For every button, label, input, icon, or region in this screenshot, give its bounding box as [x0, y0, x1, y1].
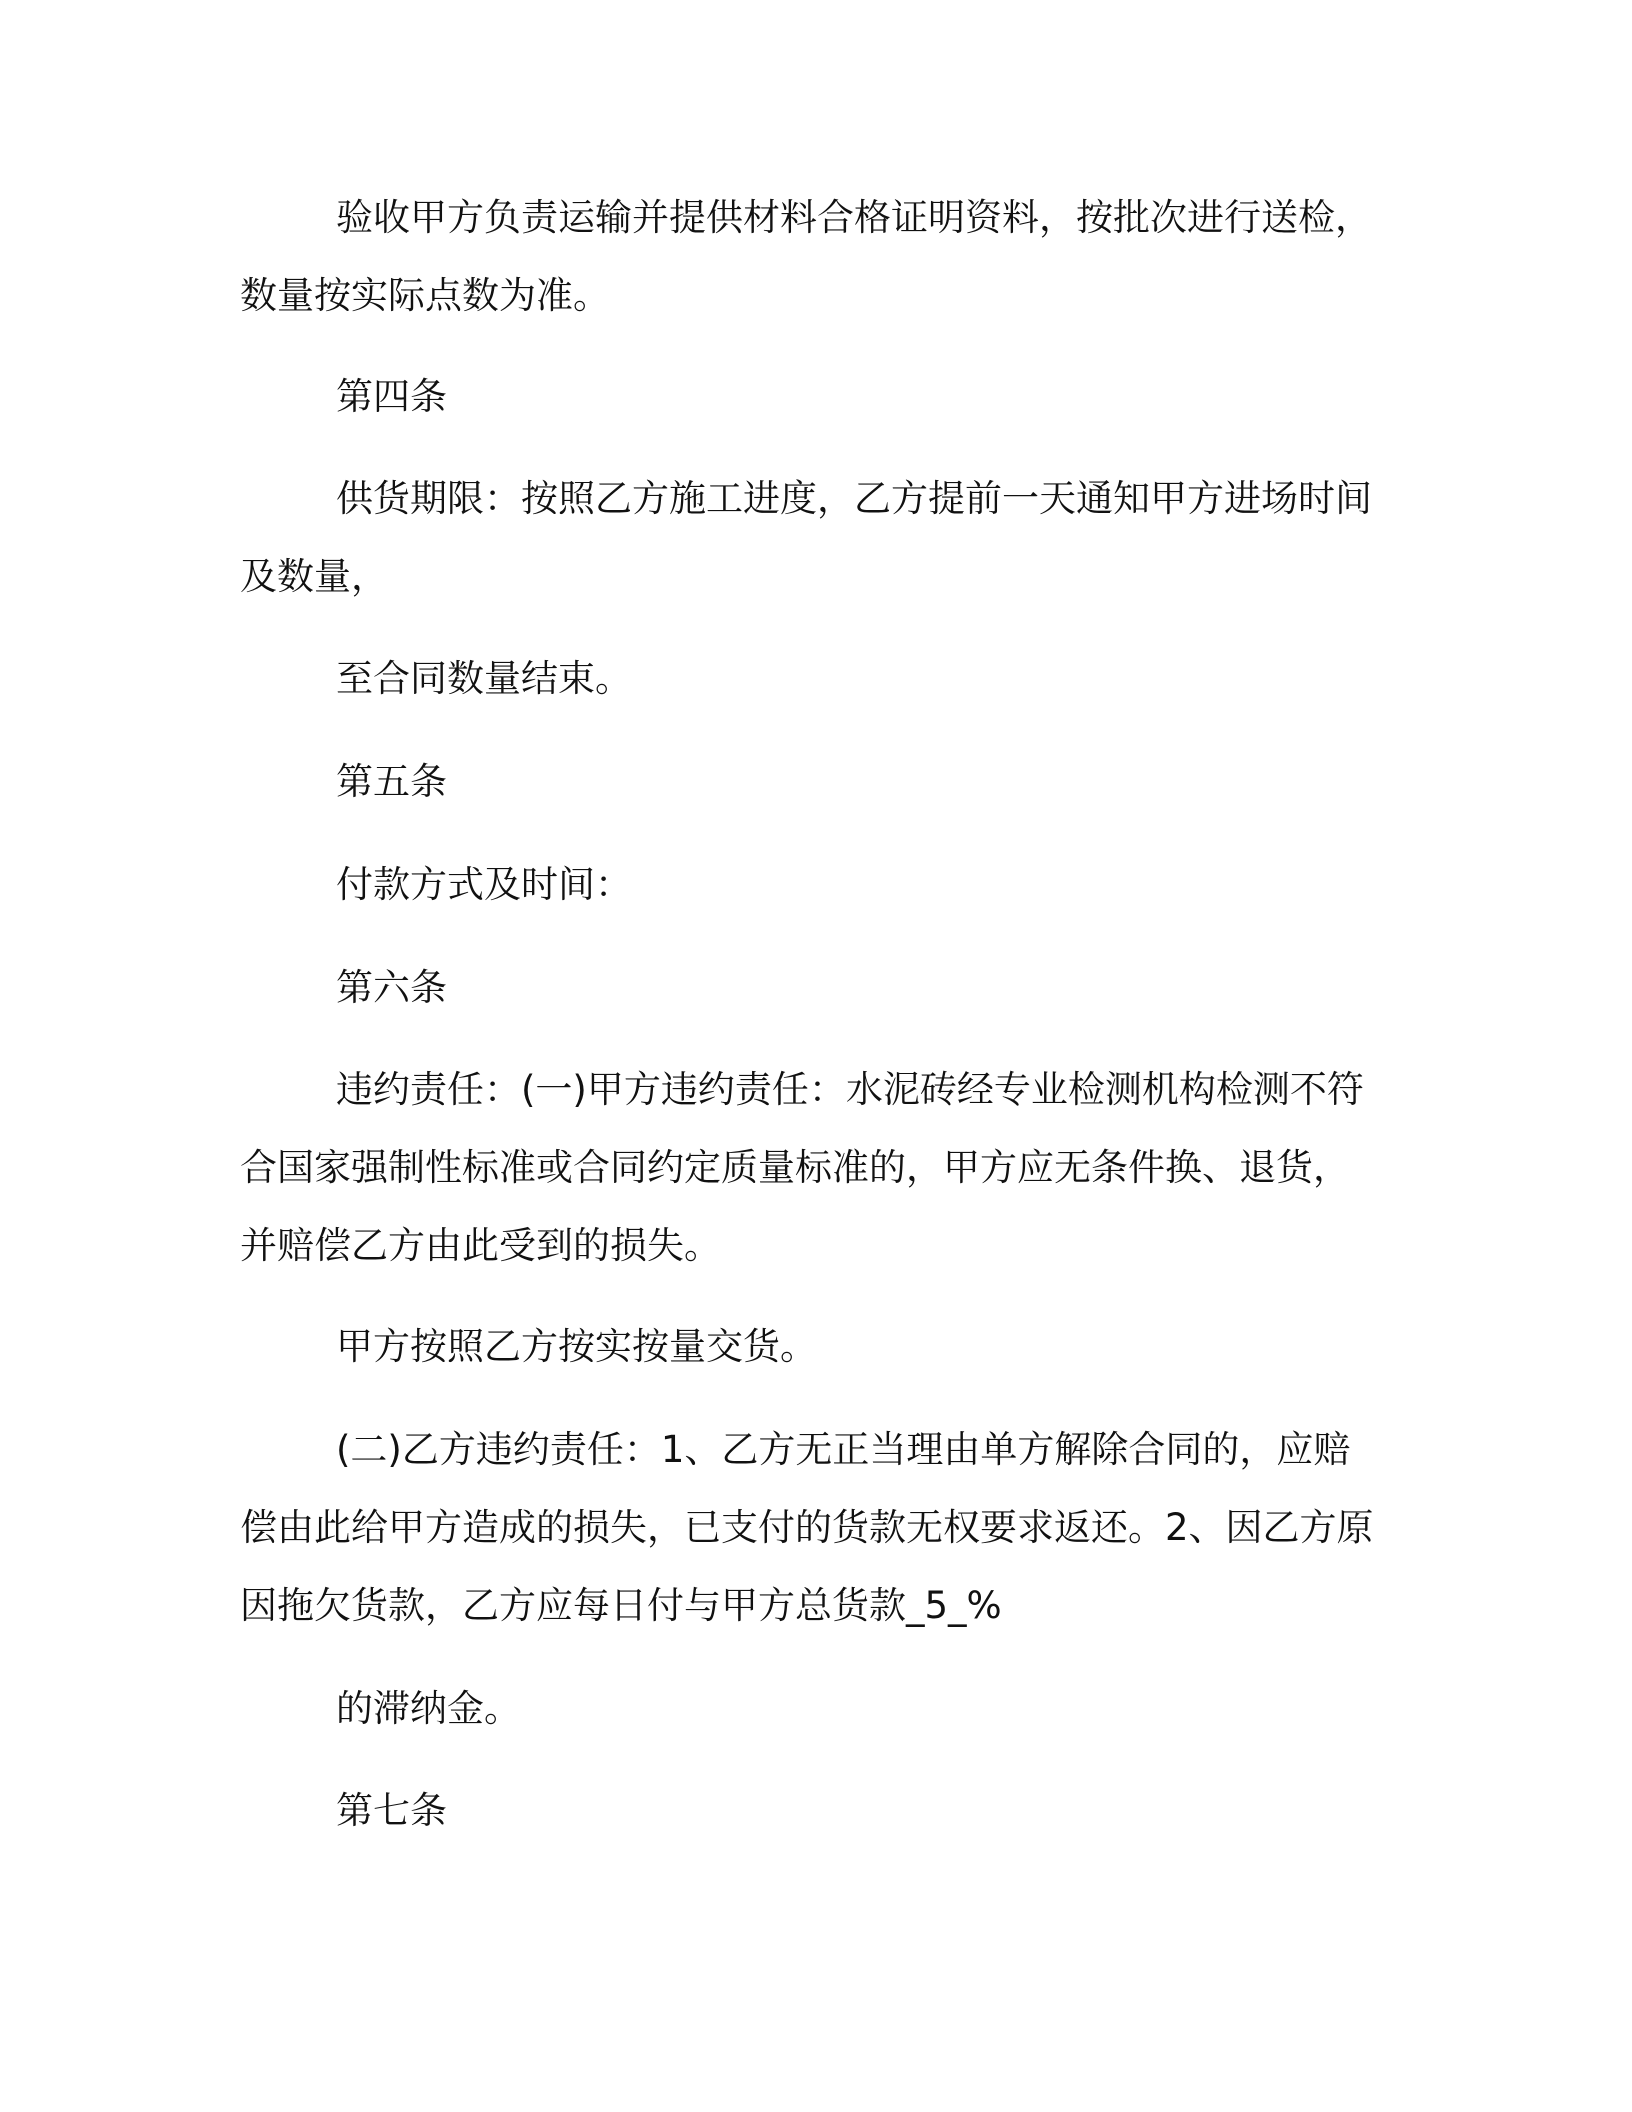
- article-heading-5: [240, 743, 1390, 821]
- paragraph-delivery: [240, 1308, 1390, 1386]
- paragraph-liability-b: [240, 1411, 1390, 1645]
- paragraph-line: 至合同数量结束。: [336, 657, 632, 700]
- article-title: 第六条: [336, 966, 447, 1009]
- paragraph-until-end: [240, 640, 1390, 718]
- paragraph-payment: [240, 846, 1390, 924]
- paragraph-line: 偿由此给甲方造成的损失，已支付的货款无权要求返还。2、因乙方原: [240, 1506, 1374, 1549]
- paragraph-line: (二)乙方违约责任：1、乙方无正当理由单方解除合同的，应赔: [336, 1428, 1351, 1471]
- paragraph-line: 的滞纳金。: [336, 1687, 521, 1730]
- paragraph-line: 验收甲方负责运输并提供材料合格证明资料，按批次进行送检，: [336, 196, 1372, 239]
- paragraph-supply-period: [240, 460, 1390, 616]
- paragraph-acceptance: [240, 179, 1390, 335]
- paragraph-line: 及数量，: [240, 555, 388, 598]
- article-title: 第七条: [336, 1789, 447, 1832]
- paragraph-late-fee: [240, 1670, 1390, 1748]
- article-heading-7: [240, 1772, 1390, 1850]
- article-heading-6: [240, 949, 1390, 1027]
- paragraph-line: 付款方式及时间：: [336, 863, 632, 906]
- article-heading-4: [240, 358, 1390, 436]
- paragraph-line: 数量按实际点数为准。: [240, 274, 610, 317]
- paragraph-line: 合国家强制性标准或合同约定质量标准的，甲方应无条件换、退货，: [240, 1146, 1350, 1189]
- paragraph-liability-a: [240, 1051, 1390, 1285]
- paragraph-line: 并赔偿乙方由此受到的损失。: [240, 1224, 721, 1267]
- article-title: 第四条: [336, 375, 447, 418]
- paragraph-line: 违约责任：(一)甲方违约责任：水泥砖经专业检测机构检测不符: [336, 1068, 1364, 1111]
- paragraph-line: 供货期限：按照乙方施工进度，乙方提前一天通知甲方进场时间: [336, 477, 1372, 520]
- article-title: 第五条: [336, 760, 447, 803]
- paragraph-line: 甲方按照乙方按实按量交货。: [336, 1325, 817, 1368]
- paragraph-line: 因拖欠货款，乙方应每日付与甲方总货款_5_%: [240, 1584, 1002, 1627]
